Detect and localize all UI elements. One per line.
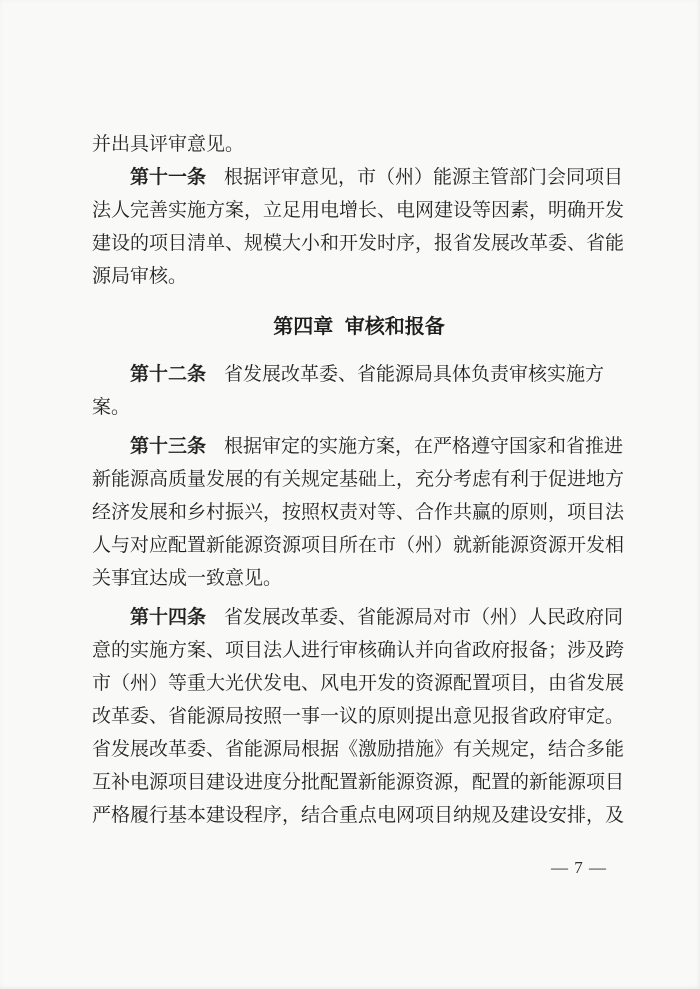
article-13-paragraph — [92, 430, 626, 595]
article-13-term: 第十三条 — [130, 436, 207, 457]
article-14-line: 市（州）等重大光伏发电、风电开发的资源配置项目，由省发展 — [92, 673, 625, 694]
article-11-text: 根据评审意见，市（州）能源主管部门会同项目 — [224, 167, 624, 188]
article-12-text: 省发展改革委、省能源局具体负责审核实施方 — [224, 364, 605, 385]
article-13-first-line — [92, 430, 626, 463]
article-12-line: 案。 — [92, 397, 131, 418]
article-13-line: 新能源高质量发展的有关规定基础上，充分考虑有利于促进地方 — [92, 469, 625, 490]
article-14-line: 互补电源项目建设进度分批配置新能源资源，配置的新能源项目 — [92, 772, 625, 793]
article-14-paragraph — [92, 601, 626, 832]
article-12-first-line — [92, 358, 626, 391]
continuation-line: 并出具评审意见。 — [92, 134, 245, 155]
article-13-line: 人与对应配置新能源资源项目所在市（州）就新能源资源开发相 — [92, 535, 625, 556]
article-11-paragraph — [92, 161, 626, 293]
article-14-text: 省发展改革委、省能源局对市（州）人民政府同 — [224, 607, 624, 628]
chapter-4-heading: 第四章 审核和报备 — [273, 316, 445, 338]
article-14-term: 第十四条 — [130, 607, 207, 628]
page-number: — 7 — — [551, 858, 607, 877]
article-11-line: 法人完善实施方案，立足用电增长、电网建设等因素，明确开发 — [92, 200, 625, 221]
article-11-first-line — [92, 161, 626, 194]
article-11-term: 第十一条 — [130, 167, 207, 188]
article-12-paragraph — [92, 358, 626, 424]
article-14-first-line — [92, 601, 626, 634]
article-13-line: 关事宜达成一致意见。 — [92, 568, 283, 589]
article-14-line: 省发展改革委、省能源局根据《激励措施》有关规定，结合多能 — [92, 739, 625, 760]
article-13-text: 根据审定的实施方案，在严格遵守国家和省推进 — [224, 436, 624, 457]
article-11-line: 建设的项目清单、规模大小和开发时序，报省发展改革委、省能 — [92, 233, 625, 254]
article-14-line: 意的实施方案、项目法人进行审核确认并向省政府报备；涉及跨 — [92, 640, 625, 661]
article-13-line: 经济发展和乡村振兴，按照权责对等、合作共赢的原则，项目法 — [92, 502, 625, 523]
article-14-line: 严格履行基本建设程序，结合重点电网项目纳规及建设安排，及 — [92, 805, 625, 826]
article-12-term: 第十二条 — [130, 364, 207, 385]
article-11-line: 源局审核。 — [92, 266, 188, 287]
article-14-line: 改革委、省能源局按照一事一议的原则提出意见报省政府审定。 — [92, 706, 625, 727]
document-body — [92, 128, 626, 832]
